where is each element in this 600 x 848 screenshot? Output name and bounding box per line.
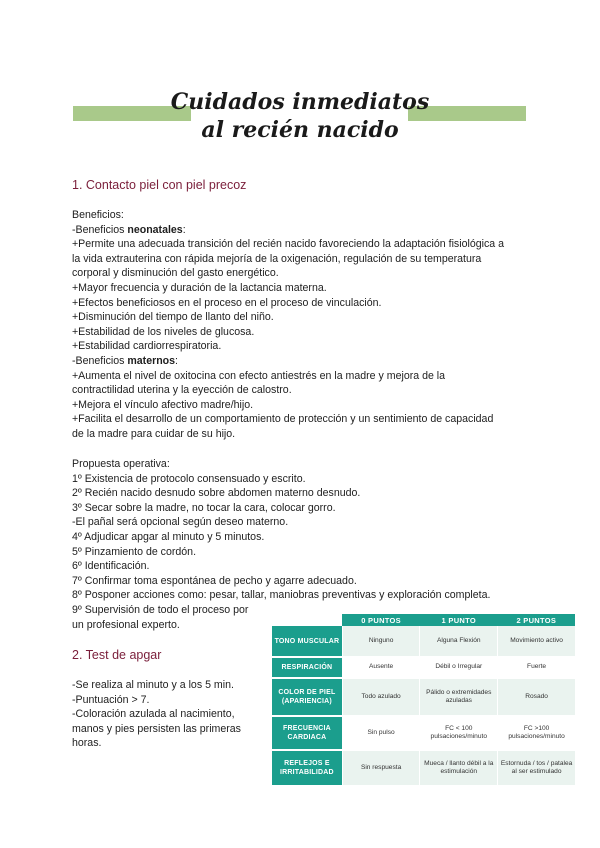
beneficios-label: Beneficios:: [72, 209, 124, 221]
propuesta-label: Propuesta operativa:: [72, 458, 170, 470]
apgar-cell: Pálido o extremidades azuladas: [420, 678, 498, 716]
apgar-header-blank: [272, 614, 342, 626]
apgar-row-label: TONO MUSCULAR: [272, 626, 342, 657]
propuesta-item: un profesional experto.: [72, 618, 180, 631]
apgar-cell: Alguna Flexión: [420, 626, 498, 657]
apgar-cell: Ausente: [342, 657, 420, 678]
maternal-item: +Mejora el vínculo afectivo madre/hijo.: [72, 398, 254, 411]
propuesta-item: 1º Existencia de protocolo consensuado y escrito.: [72, 472, 306, 485]
table-row: [272, 678, 575, 716]
neonatal-item: +Estabilidad cardiorrespiratoria.: [72, 340, 222, 353]
propuesta-item: 4º Adjudicar apgar al minuto y 5 minutos.: [72, 530, 265, 543]
apgar-header-row: [272, 614, 575, 626]
apgar-col-header: 0 PUNTOS: [342, 614, 420, 626]
apgar-cell: FC < 100 pulsaciones/minuto: [420, 716, 498, 750]
apgar-row-label: REFLEJOS E IRRITABILIDAD: [272, 750, 342, 786]
table-row: [272, 750, 575, 786]
page-title-line2: al recién nacido: [201, 117, 399, 143]
section-heading-contacto: 1. Contacto piel con piel precoz: [72, 178, 247, 192]
apgar-cell: Estornuda / tos / patalea al ser estimulado: [498, 750, 575, 786]
page-title-line1: Cuidados inmediatos: [170, 89, 430, 115]
apgar-notes: [72, 678, 272, 751]
apgar-note: horas.: [72, 737, 102, 750]
neonatales-label: -Beneficios neonatales:: [72, 223, 186, 236]
apgar-col-header: 1 PUNTO: [420, 614, 498, 626]
apgar-cell: Rosado: [498, 678, 575, 716]
maternal-item: +Aumenta el nivel de oxitocina con efecto antiestrés en la madre y mejora de la: [72, 369, 446, 382]
propuesta-item: 3º Secar sobre la madre, no tocar la cara, colocar gorro.: [72, 501, 336, 514]
propuesta-item: -El pañal será opcional según deseo materno.: [72, 516, 289, 529]
section-heading-apgar: 2. Test de apgar: [72, 648, 162, 662]
neonatal-item: +Estabilidad de los niveles de glucosa.: [72, 325, 255, 338]
neonatal-item: la vida extrauterina con rápida mejoría de la oxigenación, regulación de su temperatura: [72, 252, 482, 265]
table-row: [272, 657, 575, 678]
neonatal-item: +Permite una adecuada transición del recién nacido favoreciendo la adaptación fisiológica a: [72, 238, 504, 251]
neonatal-item: +Disminución del tiempo de llanto del niño.: [72, 311, 274, 324]
apgar-note: -Coloración azulada al nacimiento,: [72, 708, 235, 721]
apgar-note: -Se realiza al minuto y a los 5 min.: [72, 679, 234, 691]
apgar-col-header: 2 PUNTOS: [498, 614, 575, 626]
apgar-cell: Fuerte: [498, 657, 575, 678]
propuesta-item: 8º Posponer acciones como: pesar, tallar, maniobras preventivas y exploración completa.: [72, 589, 491, 602]
apgar-cell: Sin pulso: [342, 716, 420, 750]
apgar-cell: Todo azulado: [342, 678, 420, 716]
apgar-cell: Débil o Irregular: [420, 657, 498, 678]
apgar-note: manos y pies persisten las primeras: [72, 722, 241, 735]
beneficios-block: [72, 208, 532, 442]
maternal-item: de la madre para cuidar de su hijo.: [72, 427, 236, 440]
propuesta-item: 5º Pinzamiento de cordón.: [72, 545, 197, 558]
maternal-item: contractilidad uterina y la eyección de calostro.: [72, 384, 292, 397]
neonatal-item: +Efectos beneficiosos en el proceso en el proceso de vinculación.: [72, 296, 382, 309]
propuesta-block: [72, 457, 542, 632]
propuesta-item: 2º Recién nacido desnudo sobre abdomen materno desnudo.: [72, 487, 361, 500]
apgar-table: [272, 614, 575, 787]
apgar-row-label: FRECUENCIA CARDIACA: [272, 716, 342, 750]
propuesta-item: 6º Identificación.: [72, 560, 150, 573]
maternal-item: +Facilita el desarrollo de un comportamiento de protección y un sentimiento de capacidad: [72, 413, 494, 426]
table-row: [272, 626, 575, 657]
apgar-cell: Ninguno: [342, 626, 420, 657]
propuesta-item: 7º Confirmar toma espontánea de pecho y agarre adecuado.: [72, 574, 357, 587]
maternos-label: -Beneficios maternos:: [72, 354, 178, 367]
propuesta-item: 9º Supervisión de todo el proceso por: [72, 603, 249, 616]
apgar-note: -Puntuación > 7.: [72, 693, 150, 706]
apgar-cell: Mueca / llanto débil a la estimulación: [420, 750, 498, 786]
table-row: [272, 716, 575, 750]
neonatal-item: +Mayor frecuencia y duración de la lactancia materna.: [72, 281, 327, 294]
apgar-cell: Movimiento activo: [498, 626, 575, 657]
apgar-cell: Sin respuesta: [342, 750, 420, 786]
neonatal-item: corporal y disminución del gasto energético.: [72, 267, 279, 280]
apgar-row-label: COLOR DE PIEL (APARIENCIA): [272, 678, 342, 716]
apgar-row-label: RESPIRACIÓN: [272, 657, 342, 678]
apgar-cell: FC >100 pulsaciones/minuto: [498, 716, 575, 750]
